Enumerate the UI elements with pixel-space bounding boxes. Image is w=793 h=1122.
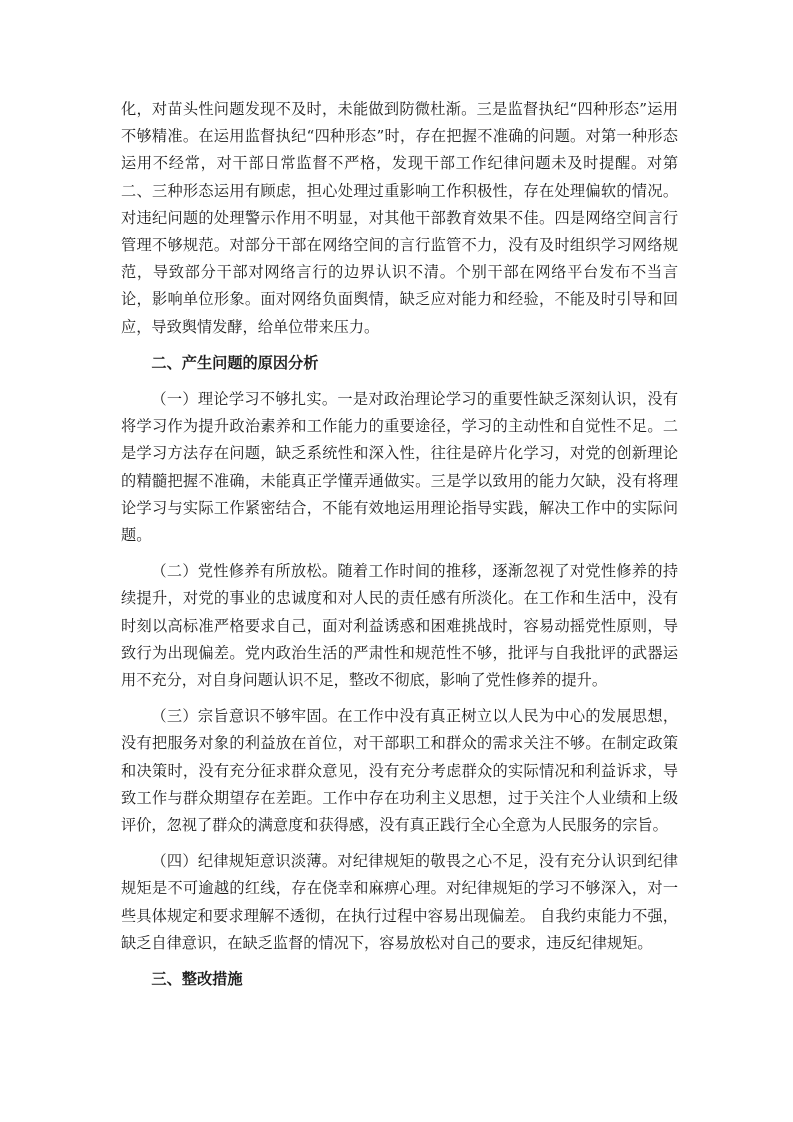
continuation-paragraph: 化，对苗头性问题发现不及时，未能做到防微杜渐。三是监督执纪“四种形态”运用不够精准。在运用监督执纪“四种形态”时，存在把握不准确的问题。对第一种形态运用不经常，对干部日常监督不严格，发现干部工作纪律问题未及时提醒。对第二、三种形态运用有顾虑，担心处理过重影响工作积极性，存在处理偏软的情况。对违纪问题的处理警示作用不明显，对其他干部教育效果不佳。四是网络空间言行管理不够规范。对部分干部在网络空间的言行监管不力，没有及时组织学习网络规范，导致部分干部对网络言行的边界认识不清。个别干部在网络平台发布不当言论，影响单位形象。面对网络负面舆情，缺乏应对能力和经验，不能及时引导和回应，导致舆情发酵，给单位带来压力。 xyxy=(121,100,678,336)
paragraph-theory-study: （一）理论学习不够扎实。一是对政治理论学习的重要性缺乏深刻认识，没有将学习作为提升政治素养和工作能力的重要途径，学习的主动性和自觉性不足。二是学习方法存在问题，缺乏系统性和深入性，往往是碎片化学习，对党的创新理论的精髓把握不准确，未能真正学懂弄通做实。三是学以致用的能力欠缺，没有将理论学习与实际工作紧密结合，不能有效地运用理论指导实践，解决工作中的实际问题。 xyxy=(121,390,678,545)
paragraph-party-spirit: （二）党性修养有所放松。随着工作时间的推移，逐渐忽视了对党性修养的持续提升，对党的事业的忠诚度和对人民的责任感有所淡化。在工作和生活中，没有时刻以高标准严格要求自己，面对利益诱惑和困难挑战时，容易动摇党性原则，导致行为出现偏差。党内政治生活的严肃性和规范性不够，批评与自我批评的武器运用不充分，对自身问题认识不足，整改不彻底，影响了党性修养的提升。 xyxy=(121,562,678,690)
section-heading-causes: 二、产生问题的原因分析 xyxy=(151,353,319,372)
paragraph-discipline-awareness: （四）纪律规矩意识淡薄。对纪律规矩的敬畏之心不足，没有充分认识到纪律规矩是不可逾越的红线，存在侥幸和麻痹心理。对纪律规矩的学习不够深入，对一些具体规定和要求理解不透彻，在执行过程中容易出现偏差。 自我约束能力不强，缺乏自律意识，在缺乏监督的情况下，容易放松对自己的要求，违反纪律规矩。 xyxy=(121,852,678,952)
section-heading-measures: 三、整改措施 xyxy=(151,970,243,989)
document-page xyxy=(121,96,678,993)
paragraph-purpose-awareness: （三）宗旨意识不够牢固。在工作中没有真正树立以人民为中心的发展思想，没有把服务对象的利益放在首位，对干部职工和群众的需求关注不够。在制定政策和决策时，没有充分征求群众意见，没有充分考虑群众的实际情况和利益诉求，导致工作与群众期望存在差距。工作中存在功利主义思想，过于关注个人业绩和上级评价，忽视了群众的满意度和获得感，没有真正践行全心全意为人民服务的宗旨。 xyxy=(121,707,678,835)
